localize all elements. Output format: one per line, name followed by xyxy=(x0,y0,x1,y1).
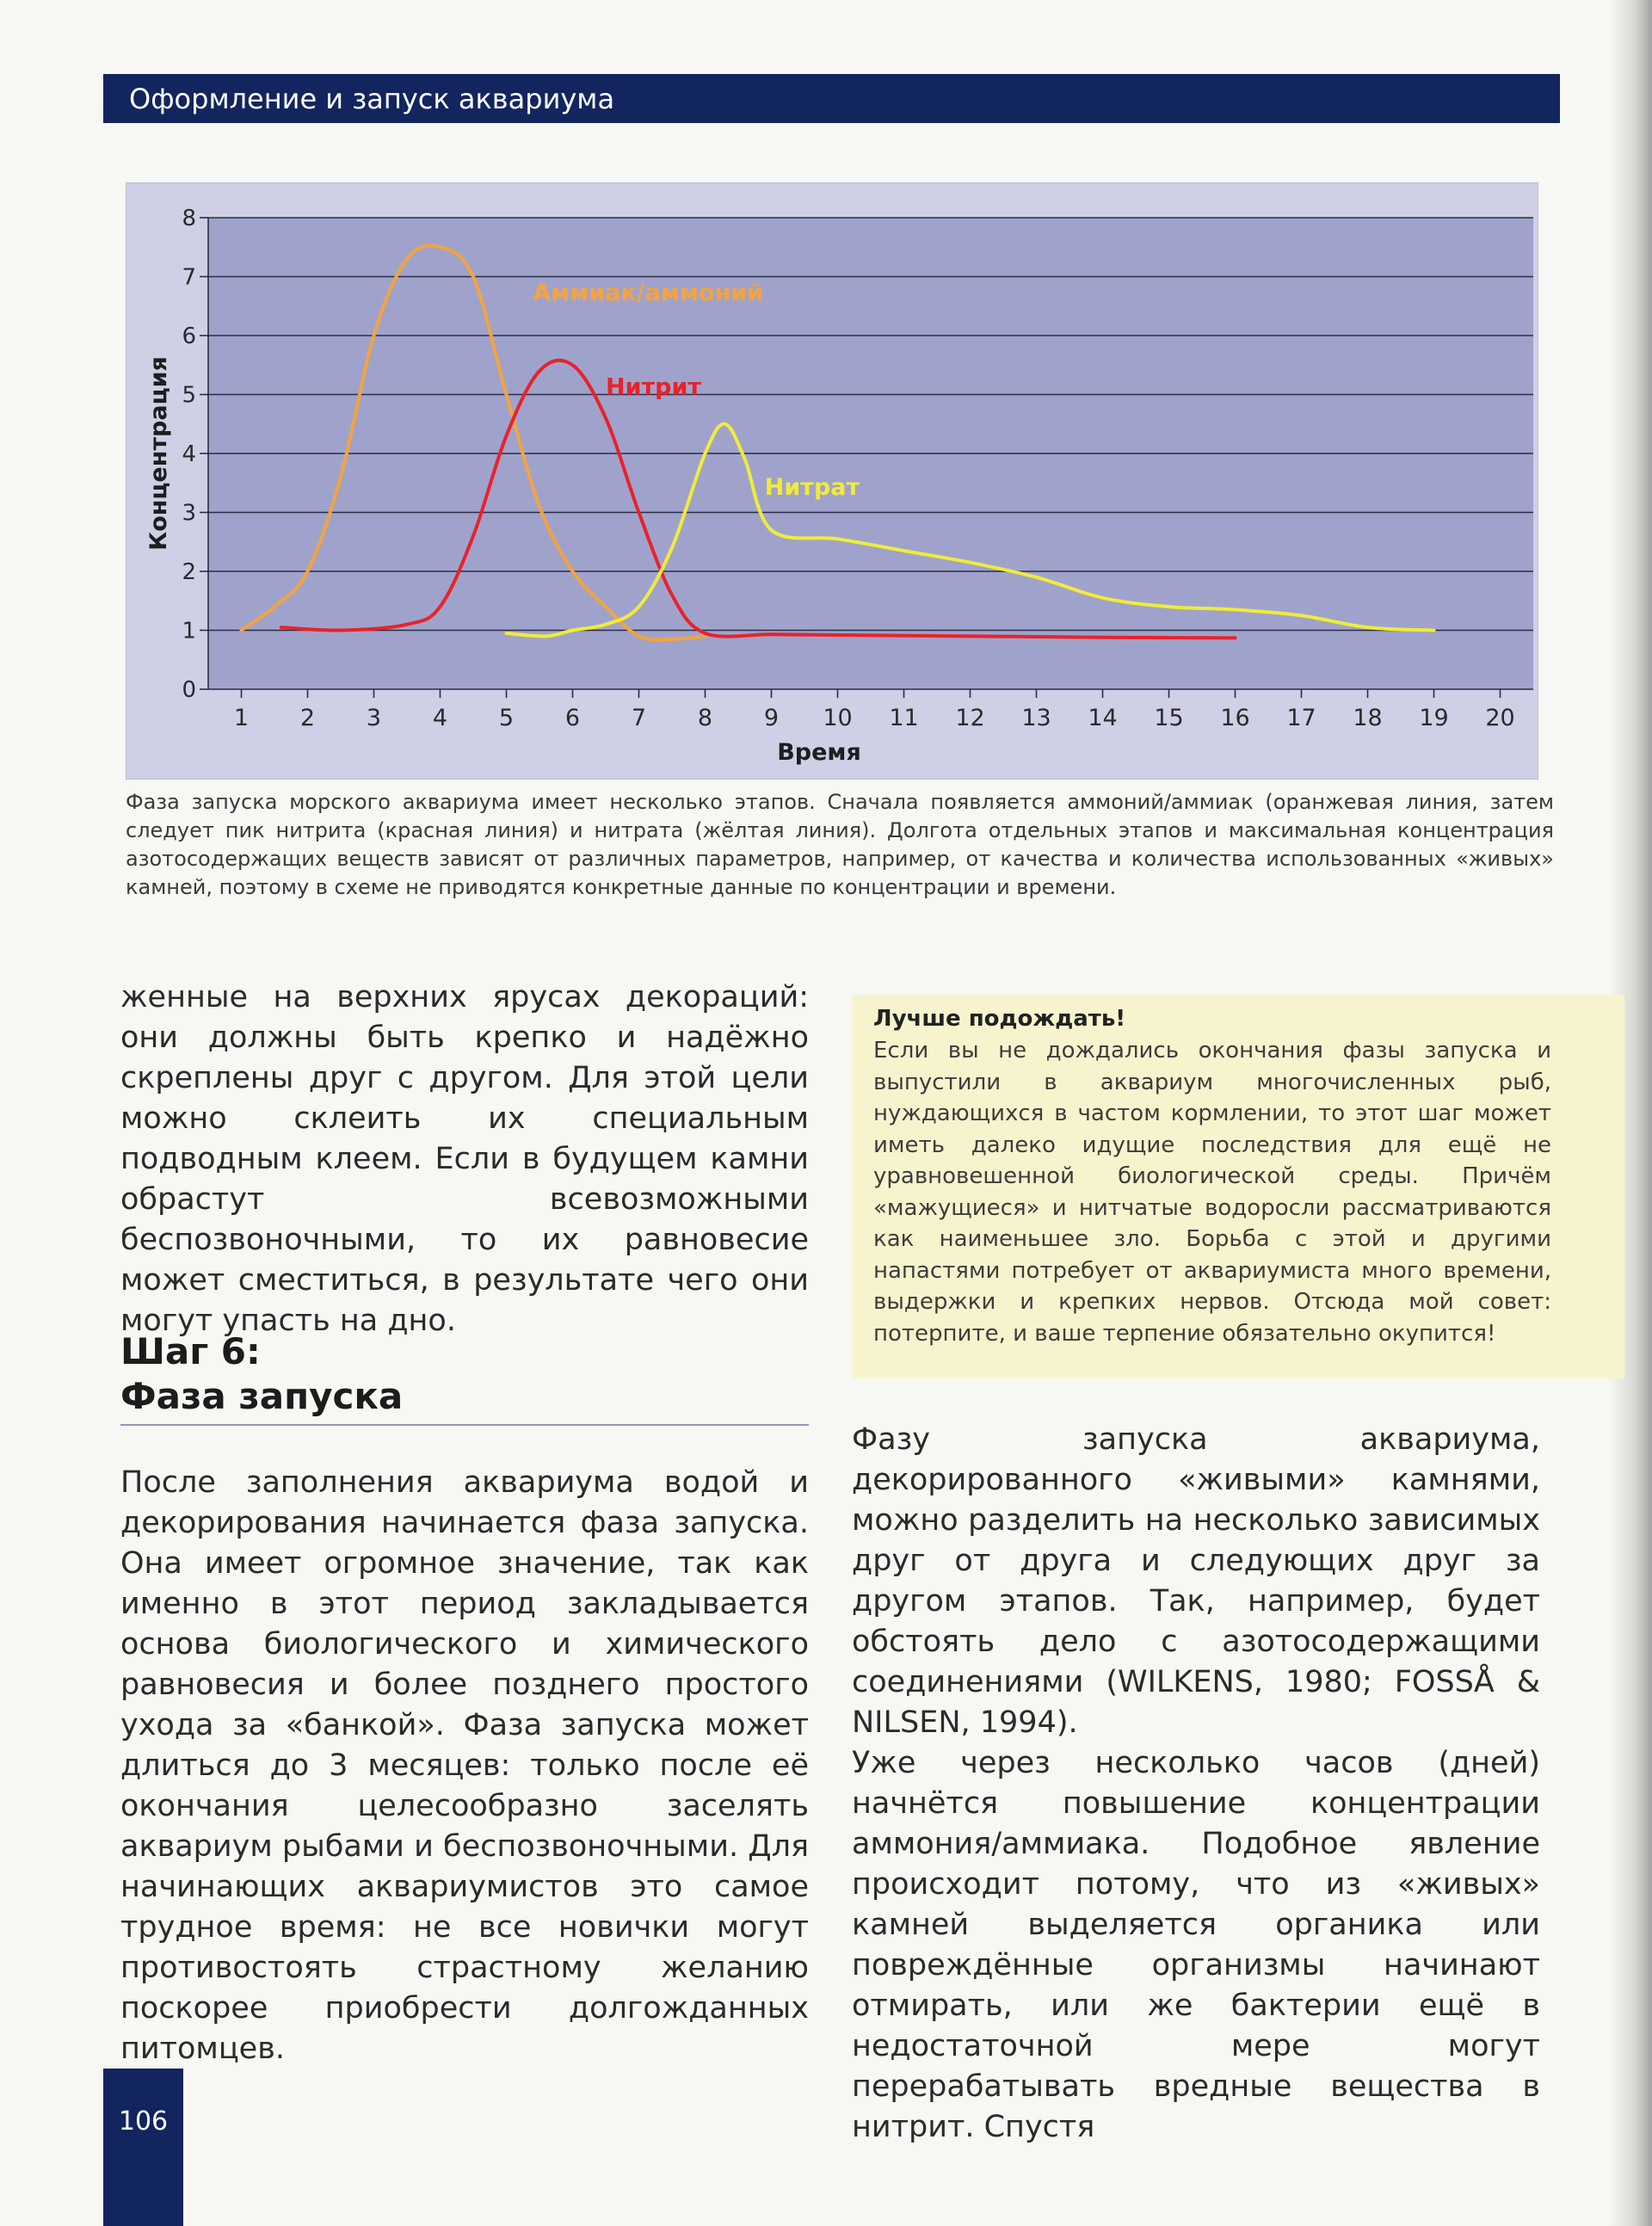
section-heading-line-2: Фаза запуска xyxy=(120,1375,404,1417)
tip-box-body xyxy=(873,1035,1551,1349)
x-tick-label: 6 xyxy=(564,705,581,731)
y-tick-label: 8 xyxy=(182,206,196,231)
x-tick-label: 18 xyxy=(1353,705,1383,731)
left-column-top xyxy=(120,977,809,1341)
y-tick-label: 0 xyxy=(182,677,196,703)
x-tick-label: 4 xyxy=(432,705,448,731)
x-tick-label: 8 xyxy=(697,705,713,731)
right-paragraph-1: Фазу запуска аквариума, декорированного «живыми» камнями, можно разделить на несколько зависимых друг от друга и следующих друг за другом этапов. Так, например, будет обстоять дело с азотосодержащими соединениями (WILKENS, 1980; FOSSÅ & NILSEN, 1994). xyxy=(852,1422,1540,1740)
x-tick-label: 12 xyxy=(955,705,985,731)
y-tick-label: 6 xyxy=(182,324,196,349)
x-tick-label: 2 xyxy=(299,705,316,731)
section-heading xyxy=(120,1329,809,1419)
x-tick-label: 19 xyxy=(1419,705,1449,731)
figure-caption-text: Фаза запуска морского аквариума имеет несколько этапов. Сначала появляется аммоний/аммиак (оранжевая линия, затем следует пик нитрита (красная линия) и нитрата (жёлтая линия). Долгота отдельных этапов и максимальная концентрация азотосодержащих веществ зависят от различных параметров, например, от качества и количества использованных «живых» камней, поэтому в схеме не приводятся конкретные данные по концентрации и времени. xyxy=(126,790,1554,899)
heading-divider xyxy=(120,1424,809,1426)
x-axis-label: Время xyxy=(777,739,861,766)
left-column-bottom xyxy=(120,1463,809,2069)
left-paragraph-1: женные на верхних ярусах декораций: они должны быть крепко и надёжно скреплены друг с другом. Для этой цели можно склеить их специальным подводным клеем. Если в будущем камни обрастут всевозможными беспозвоночными, то их равновесие может сместиться, в результате чего они могут упасть на дно. xyxy=(120,980,809,1338)
x-tick-label: 20 xyxy=(1485,705,1515,731)
series-label-nitrate: Нитрат xyxy=(764,473,860,501)
tip-box-text: Если вы не дождались окончания фазы запуска и выпустили в аквариум многочисленных рыб, нуждающихся в частом кормлении, то этот шаг может иметь далеко идущие последствия для ещё не уравновешенной биологической среды. Причём «мажущиеся» и нитчатые водоросли рассматриваются как наименьшее зло. Борьба с этой и другими напастями потребует от аквариумиста много времени, выдержки и крепких нервов. Отсюда мой совет: потерпите, и ваше терпение обязательно окупится! xyxy=(873,1038,1551,1347)
page-number-strip xyxy=(103,2069,183,2226)
x-tick-label: 11 xyxy=(889,705,919,731)
y-tick-label: 5 xyxy=(182,382,196,409)
x-tick-label: 9 xyxy=(763,705,780,731)
x-tick-label: 16 xyxy=(1220,705,1250,731)
x-tick-label: 3 xyxy=(366,705,382,731)
y-tick-label: 4 xyxy=(182,441,196,467)
section-heading-line-1: Шаг 6: xyxy=(120,1330,261,1372)
x-tick-label: 17 xyxy=(1286,705,1316,731)
x-tick-label: 13 xyxy=(1021,705,1051,731)
figure-caption xyxy=(126,788,1554,902)
y-tick-label: 7 xyxy=(182,264,196,291)
right-column xyxy=(852,1420,1540,2148)
series-label-nitrite: Нитрит xyxy=(606,373,702,401)
y-tick-label: 1 xyxy=(182,618,196,644)
x-tick-label: 15 xyxy=(1154,705,1184,731)
y-axis-label: Концентрация xyxy=(145,356,172,551)
x-tick-label: 5 xyxy=(498,705,515,731)
x-tick-label: 7 xyxy=(631,705,647,731)
series-label-ammonia: Аммиак/аммоний xyxy=(533,279,764,306)
x-tick-label: 10 xyxy=(823,705,853,731)
chart-figure xyxy=(126,182,1538,780)
y-tick-label: 2 xyxy=(182,559,196,585)
page-number: 106 xyxy=(118,2106,169,2137)
running-header-title: Оформление и запуск аквариума xyxy=(129,83,615,115)
concentration-chart xyxy=(126,183,1538,779)
right-paragraph-2: Уже через несколько часов (дней) начнётся повышение концентрации аммония/аммиака. Подобное явление происходит потому, что из «живых» камней выделяется органика или повреждённые организмы начинают отмирать, или же бактерии ещё в недостаточной мере могут перерабатывать вредные вещества в нитрит. Спустя xyxy=(852,1746,1540,2144)
left-paragraph-2: После заполнения аквариума водой и декорирования начинается фаза запуска. Она имеет огромное значение, так как именно в этот период закладывается основа биологического и химического равновесия и более позднего простого ухода за «банкой». Фаза запуска может длиться до 3 месяцев: только после её окончания целесообразно заселять аквариум рыбами и беспозвоночными. Для начинающих аквариумистов это самое трудное время: не все новички могут противостоять страстному желанию поскорее приобрести долгожданных питомцев. xyxy=(120,1465,809,2066)
y-tick-label: 3 xyxy=(182,500,196,527)
x-tick-label: 14 xyxy=(1088,705,1118,731)
tip-box-title: Лучше подождать! xyxy=(873,1006,1126,1032)
x-tick-label: 1 xyxy=(233,705,250,731)
